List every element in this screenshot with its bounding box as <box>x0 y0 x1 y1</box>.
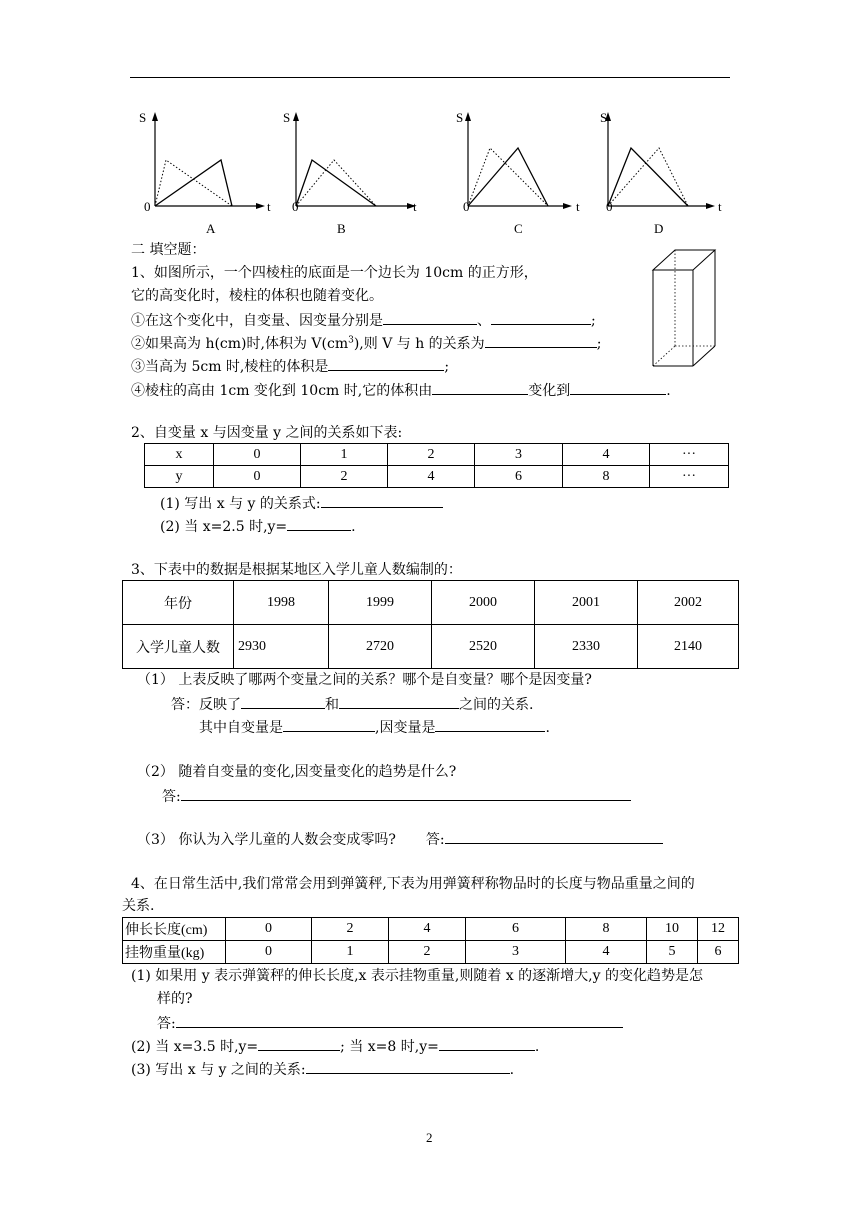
table-cell: 1 <box>312 941 389 964</box>
q4-part1-line1: (1) 如果用 y 表示弹簧秤的伸长长度,x 表示挂物重量,则随着 x 的逐渐增大,y 的变化趋势是怎 <box>131 968 703 984</box>
table-row <box>123 625 739 669</box>
q3-answer3-label: 答: <box>425 832 445 848</box>
q4-table <box>122 917 739 964</box>
q3-answer1b-text2: ,因变量是 <box>375 720 436 736</box>
page-number: 2 <box>426 1130 433 1145</box>
graph-b-origin: 0 <box>292 199 299 214</box>
graph-a-solid-line <box>155 160 232 206</box>
q4-part3-end: . <box>509 1062 515 1078</box>
q2-table <box>144 443 729 488</box>
table-cell: 2140 <box>638 625 739 669</box>
graph-c-x-label: t <box>576 199 580 214</box>
answer-blank[interactable] <box>432 380 528 395</box>
graph-d <box>588 108 738 243</box>
table-cell: 0 <box>214 466 301 488</box>
q2-part2-text: (2) 当 x=2.5 时,y= <box>160 519 288 535</box>
graph-a <box>135 108 285 243</box>
q4-intro-line1: 4、在日常生活中,我们常常会用到弹簧秤,下表为用弹簧秤称物品时的长度与物品重量之间的 <box>131 876 695 892</box>
q4-part3-text: (3) 写出 x 与 y 之间的关系: <box>131 1062 306 1078</box>
table-cell: 12 <box>698 918 739 941</box>
answer-blank[interactable] <box>241 694 325 709</box>
graph-b-x-label: t <box>413 199 417 214</box>
q2-part2 <box>160 516 356 537</box>
table-cell: 3 <box>475 444 563 466</box>
q4-answer1-label: 答: <box>157 1016 176 1032</box>
graph-a-option-label: A <box>206 221 216 236</box>
graph-d-origin: 0 <box>606 199 613 214</box>
table-cell: 2520 <box>432 625 535 669</box>
answer-blank[interactable] <box>328 356 444 371</box>
q3-answer2-label: 答: <box>162 789 181 805</box>
table-cell: 4 <box>566 941 647 964</box>
answer-blank[interactable] <box>176 1013 623 1028</box>
table-cell: 2 <box>312 918 389 941</box>
answer-blank[interactable] <box>339 694 459 709</box>
q1-item3-end: ; <box>444 359 450 375</box>
table-cell: y <box>145 466 214 488</box>
table-row <box>123 918 739 941</box>
q3-answer1-text: 答：反映了 <box>171 697 241 713</box>
graph-c-option-label: C <box>514 221 523 236</box>
q1-item4-text2: 变化到 <box>528 383 571 399</box>
q4-part2-text: (2) 当 x=3.5 时,y= <box>131 1039 259 1055</box>
q1-line1: 1、如图所示，一个四棱柱的底面是一个边长为 10cm 的正方形， <box>131 265 538 281</box>
q1-item4 <box>131 380 671 401</box>
answer-blank[interactable] <box>383 310 477 325</box>
table-cell: 3 <box>466 941 566 964</box>
graph-c-solid-line <box>468 148 548 206</box>
graph-c <box>448 108 598 243</box>
graph-c-origin: 0 <box>463 199 470 214</box>
table-cell: 伸长长度(cm) <box>123 918 226 941</box>
answer-blank[interactable] <box>306 1059 510 1074</box>
graph-c-dotted-line <box>468 148 548 206</box>
q1-item1-text: ①在这个变化中，自变量、因变量分别是 <box>131 313 383 329</box>
q4-intro-line2: 关系. <box>122 898 155 914</box>
q2-intro: 2、自变量 x 与因变量 y 之间的关系如下表: <box>131 425 403 441</box>
table-cell: 0 <box>214 444 301 466</box>
table-cell: 2000 <box>432 581 535 625</box>
q1-item2-text: ②如果高为 h(cm)时,体积为 V(cm <box>131 336 349 352</box>
q1-item1 <box>131 310 596 331</box>
q3-answer1b-text: 其中自变量是 <box>199 720 283 736</box>
graph-a-origin: 0 <box>144 199 151 214</box>
graph-b-y-label: S <box>283 110 291 125</box>
table-cell: 8 <box>566 918 647 941</box>
q3-table <box>122 580 739 669</box>
graph-d-y-label: S <box>600 110 608 125</box>
q4-part3 <box>131 1059 514 1080</box>
graph-d-option-label: D <box>654 221 664 236</box>
q1-item1-end: ; <box>591 313 596 329</box>
graph-a-dotted-line <box>155 160 232 206</box>
table-cell: 0 <box>226 941 312 964</box>
q1-item4-end: . <box>666 383 671 399</box>
q3-part3-text: （3） 你认为入学儿童的人数会变成零吗? <box>137 832 396 848</box>
answer-blank[interactable] <box>258 1036 340 1051</box>
q4-part2-end: . <box>534 1039 540 1055</box>
table-cell: 6 <box>466 918 566 941</box>
table-cell: 4 <box>563 444 650 466</box>
table-cell: 2001 <box>535 581 638 625</box>
answer-blank[interactable] <box>181 786 631 801</box>
table-row <box>145 466 729 488</box>
q1-item2-text2: ),则 V 与 h 的关系为 <box>353 336 485 352</box>
answer-blank[interactable] <box>287 516 351 531</box>
answer-blank[interactable] <box>439 1036 535 1051</box>
table-cell: 1998 <box>234 581 329 625</box>
q3-answer2 <box>162 786 631 807</box>
q3-part2: （2） 随着自变量的变化,因变量变化的趋势是什么? <box>137 764 457 780</box>
graph-b-dotted-line <box>296 160 376 206</box>
answer-blank[interactable] <box>321 493 443 508</box>
q2-part1 <box>160 493 443 514</box>
q3-part3 <box>137 829 663 850</box>
q4-answer1 <box>157 1013 623 1034</box>
table-cell: ··· <box>650 444 729 466</box>
table-cell: 6 <box>698 941 739 964</box>
table-cell: 8 <box>563 466 650 488</box>
q1-line2: 它的高变化时，棱柱的体积也随着变化。 <box>131 288 383 304</box>
q4-part2 <box>131 1036 539 1057</box>
q1-item4-text: ④棱柱的高由 1cm 变化到 10cm 时,它的体积由 <box>131 383 433 399</box>
table-cell: 5 <box>647 941 698 964</box>
answer-blank[interactable] <box>570 380 666 395</box>
table-cell: 2330 <box>535 625 638 669</box>
answer-blank[interactable] <box>283 717 375 732</box>
graph-d-x-label: t <box>718 199 722 214</box>
table-cell: 10 <box>647 918 698 941</box>
q1-item2-end: ; <box>596 336 602 352</box>
q1-item2 <box>131 333 601 354</box>
answer-blank[interactable] <box>485 333 597 348</box>
q3-answer1-end: 之间的关系. <box>459 697 534 713</box>
header-rule <box>130 77 730 78</box>
table-cell: 0 <box>226 918 312 941</box>
table-cell: ··· <box>650 466 729 488</box>
table-cell: x <box>145 444 214 466</box>
q3-answer1-and: 和 <box>325 697 339 713</box>
q3-answer1b <box>199 717 550 738</box>
graph-b <box>276 108 426 243</box>
answer-blank[interactable] <box>435 717 545 732</box>
table-cell: 2 <box>389 941 466 964</box>
graph-b-solid-line <box>296 160 376 206</box>
graph-c-y-label: S <box>456 110 464 125</box>
q3-answer1b-end: . <box>545 720 550 736</box>
prism-figure <box>645 248 720 370</box>
table-row <box>145 444 729 466</box>
table-cell: 1999 <box>329 581 432 625</box>
graph-b-option-label: B <box>337 221 346 236</box>
table-cell: 1 <box>301 444 388 466</box>
table-cell: 2 <box>301 466 388 488</box>
table-cell: 2 <box>388 444 475 466</box>
graph-a-x-label: t <box>267 199 271 214</box>
q3-intro: 3、下表中的数据是根据某地区入学儿童人数编制的： <box>131 562 462 578</box>
table-cell: 挂物重量(kg) <box>123 941 226 964</box>
q4-part1-line2: 样的? <box>157 991 193 1007</box>
q2-part1-text: (1) 写出 x 与 y 的关系式: <box>160 496 321 512</box>
table-cell: 2930 <box>234 625 329 669</box>
section-title: 二 填空题： <box>131 242 206 258</box>
q1-item2-sup: 3 <box>348 335 354 346</box>
q1-item3-text: ③当高为 5cm 时,棱柱的体积是 <box>131 359 329 375</box>
table-cell: 入学儿童人数 <box>123 625 234 669</box>
graph-d-solid-line <box>608 148 688 206</box>
table-row <box>123 941 739 964</box>
table-row <box>123 581 739 625</box>
table-cell: 6 <box>475 466 563 488</box>
answer-blank[interactable] <box>445 829 663 844</box>
q1-item3 <box>131 356 449 377</box>
q2-part2-end: . <box>351 519 356 535</box>
table-cell: 2720 <box>329 625 432 669</box>
q3-part1: （1） 上表反映了哪两个变量之间的关系？哪个是自变量？哪个是因变量? <box>137 672 592 688</box>
q3-answer1 <box>171 694 533 715</box>
table-cell: 4 <box>388 466 475 488</box>
q4-part2-text2: ; 当 x=8 时,y= <box>340 1039 439 1055</box>
graph-a-y-label: S <box>139 110 147 125</box>
table-cell: 2002 <box>638 581 739 625</box>
table-cell: 年份 <box>123 581 234 625</box>
q1-item1-sep: 、 <box>477 313 491 329</box>
answer-blank[interactable] <box>491 310 591 325</box>
table-cell: 4 <box>389 918 466 941</box>
